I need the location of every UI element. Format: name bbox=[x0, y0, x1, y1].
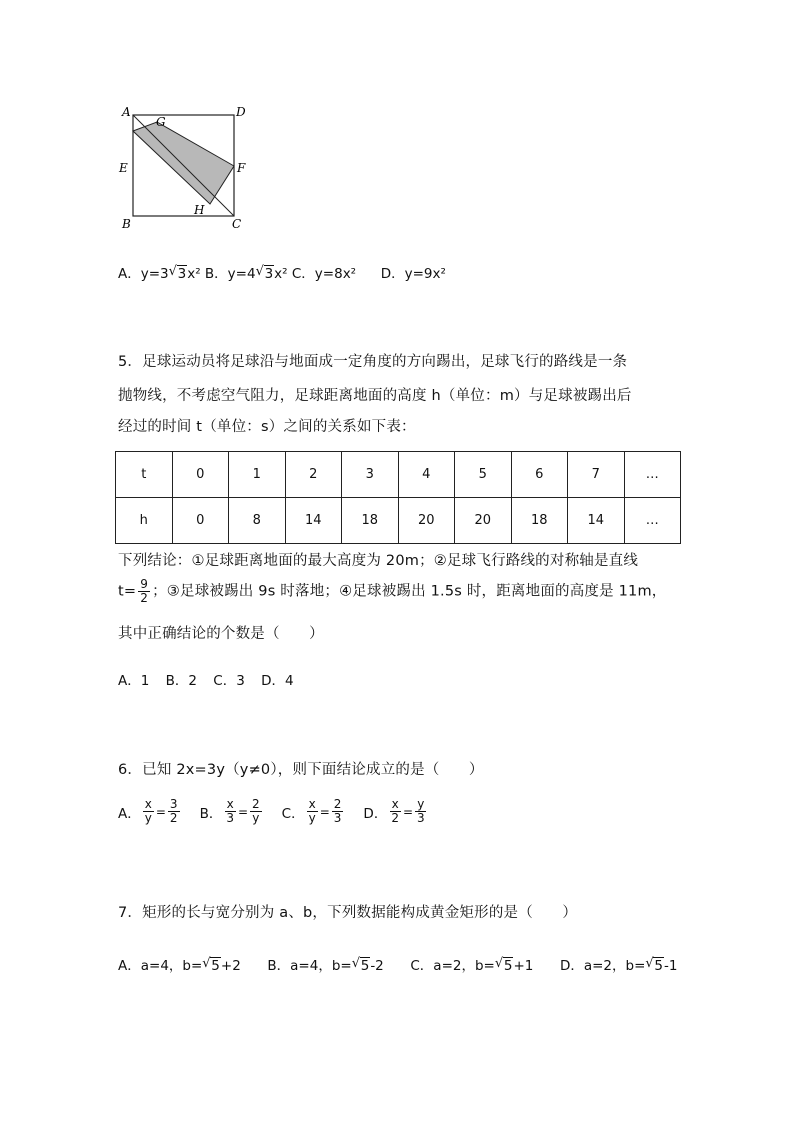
q5-data-table bbox=[115, 451, 681, 544]
q7-stem: 7．矩形的长与宽分别为 a、b，下列数据能构成黄金矩形的是（ ） bbox=[118, 905, 578, 921]
q6-options bbox=[118, 798, 429, 825]
table-row: t 0 1 2 3 4 5 6 7 … bbox=[116, 452, 681, 498]
q7-option-b[interactable]: B．a=4，b= √ 5-2 bbox=[267, 956, 384, 974]
q6-option-c[interactable]: C． $\frac{x}{y}$ = $\frac{2}{3}$ bbox=[281, 797, 342, 825]
q6-option-a[interactable]: A． $\frac{x}{y}$ = $\frac{3}{2}$ bbox=[118, 797, 178, 825]
sqrt-symbol: √ 5 bbox=[202, 956, 220, 974]
q4-options bbox=[118, 262, 446, 282]
shaded-rectangle bbox=[133, 122, 234, 204]
label-f: F bbox=[237, 161, 246, 175]
q5-conclusion-line2: t= $\frac{9}{2}$ ；③足球被踢出 9s 时落地；④足球被踢出 1.5s 时，距离地面的高度是 11m， bbox=[118, 577, 667, 605]
sqrt-symbol: √ 5 bbox=[494, 956, 513, 974]
q5-conclusion-line3: 其中正确结论的个数是（ ） bbox=[118, 626, 324, 642]
square-figure bbox=[110, 100, 260, 235]
q5-stem-line3: 经过的时间 t（单位：s）之间的关系如下表： bbox=[118, 419, 416, 435]
q7-option-a[interactable]: A．a=4，b= √ 5+2 bbox=[118, 956, 241, 974]
q5-stem-line2: 抛物线，不考虑空气阻力，足球距离地面的高度 h（单位：m）与足球被踢出后 bbox=[118, 388, 632, 404]
label-h: H bbox=[194, 203, 205, 217]
q7-option-c[interactable]: C．a=2，b= √ 5+1 bbox=[410, 956, 534, 974]
sqrt-symbol: √ 3 bbox=[168, 264, 187, 282]
sqrt-symbol: √ 5 bbox=[645, 956, 663, 974]
q7-option-d[interactable]: D．a=2，b= √ 5-1 bbox=[559, 956, 678, 974]
fraction-nine-halves: $\frac{9}{2}$ bbox=[140, 577, 149, 605]
q5-option-c[interactable]: C．3 bbox=[213, 673, 245, 689]
q4-option-b[interactable]: B．y=4 √ 3x² bbox=[204, 264, 288, 282]
sqrt-symbol: √ 3 bbox=[255, 264, 274, 282]
label-d: D bbox=[236, 105, 246, 119]
q4-option-c[interactable]: C．y=8x² bbox=[291, 266, 357, 282]
table-row: h 0 8 14 18 20 20 18 14 … bbox=[116, 498, 681, 544]
q5-options bbox=[118, 669, 294, 689]
q6-option-b[interactable]: B． $\frac{x}{3}$ = $\frac{2}{y}$ bbox=[199, 797, 260, 825]
label-a: A bbox=[122, 105, 131, 119]
q5-stem-line1: 5．足球运动员将足球沿与地面成一定角度的方向踢出，足球飞行的路线是一条 bbox=[118, 354, 628, 370]
q4-option-d[interactable]: D．y=9x² bbox=[380, 266, 446, 282]
q5-option-b[interactable]: B．2 bbox=[165, 673, 197, 689]
label-c: C bbox=[232, 217, 242, 231]
label-g: G bbox=[156, 115, 166, 129]
q4-option-a[interactable]: A．y=3 √ 3x² bbox=[118, 264, 201, 282]
q6-stem: 6．已知 2x=3y（y≠0），则下面结论成立的是（ ） bbox=[118, 762, 484, 778]
label-e: E bbox=[119, 161, 128, 175]
q5-conclusion-line1: 下列结论：①足球距离地面的最大高度为 20m；②足球飞行路线的对称轴是直线 bbox=[118, 553, 639, 569]
label-b: B bbox=[122, 217, 131, 231]
q5-option-a[interactable]: A．1 bbox=[118, 673, 150, 689]
q7-options bbox=[118, 954, 677, 974]
q5-option-d[interactable]: D．4 bbox=[261, 673, 294, 689]
q6-option-d[interactable]: D． $\frac{x}{2}$ = $\frac{y}{3}$ bbox=[363, 797, 425, 825]
sqrt-symbol: √ 5 bbox=[351, 956, 370, 974]
